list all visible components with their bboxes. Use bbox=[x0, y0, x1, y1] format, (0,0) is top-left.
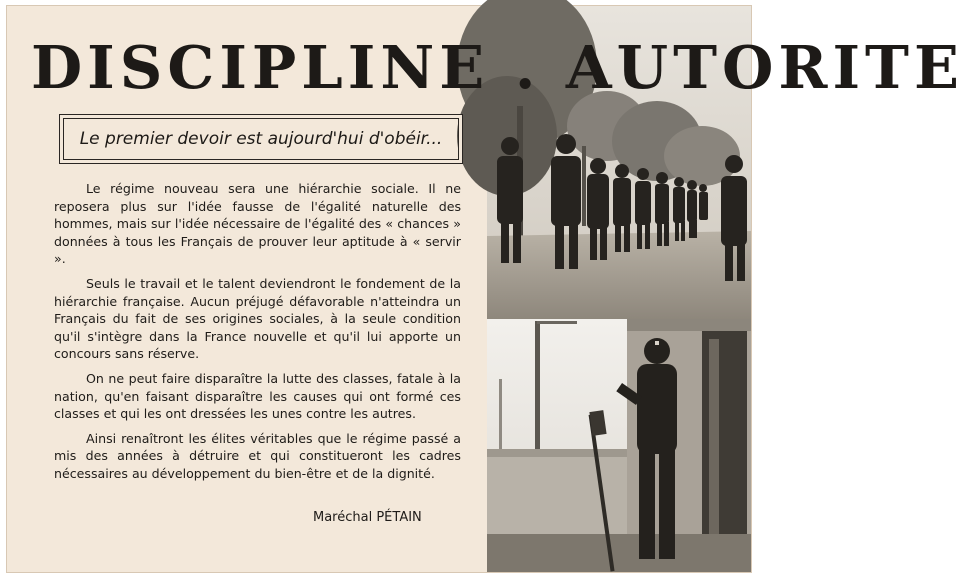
paragraph-3: On ne peut faire disparaître la lutte des classes, fatale à la nation, qu'en faisant disparaître les causes qui ont formé ces classes et qui les ont dressées les unes contre les autres. bbox=[54, 370, 461, 422]
subtitle-box bbox=[59, 114, 463, 164]
magazine-page bbox=[7, 6, 964, 572]
headline: DISCIPLINE . AUTORITE bbox=[31, 33, 964, 102]
signature: Maréchal PÉTAIN bbox=[313, 510, 422, 525]
article-body bbox=[54, 180, 461, 490]
subtitle-text: Le premier devoir est aujourd'hui d'obéir... bbox=[79, 129, 443, 149]
paragraph-1: Le régime nouveau sera une hiérarchie sociale. Il ne reposera plus sur l'idée fausse de l'égalité naturelle des hommes, mais sur l'idée nécessaire de l'égalité des « chances » données à tous les Français de prouver leur aptitude à « servir ». bbox=[54, 181, 461, 267]
paragraph-2: Seuls le travail et le talent deviendront le fondement de la hiérarchie française. Aucun préjugé défavorable n'atteindra un Français du fait de ses origines sociales, à la seule condition qu'il s'intègre dans la France nouvelle et qu'il lui apporte un concours sans réserve. bbox=[54, 275, 461, 362]
paragraph-4: Ainsi renaîtront les élites véritables que le régime passé a mis des années à détruire et qui constitueront les cadres nécessaires au développement du bien-être et de la dignité. bbox=[54, 430, 461, 481]
photo-man-with-shovel bbox=[487, 319, 751, 572]
